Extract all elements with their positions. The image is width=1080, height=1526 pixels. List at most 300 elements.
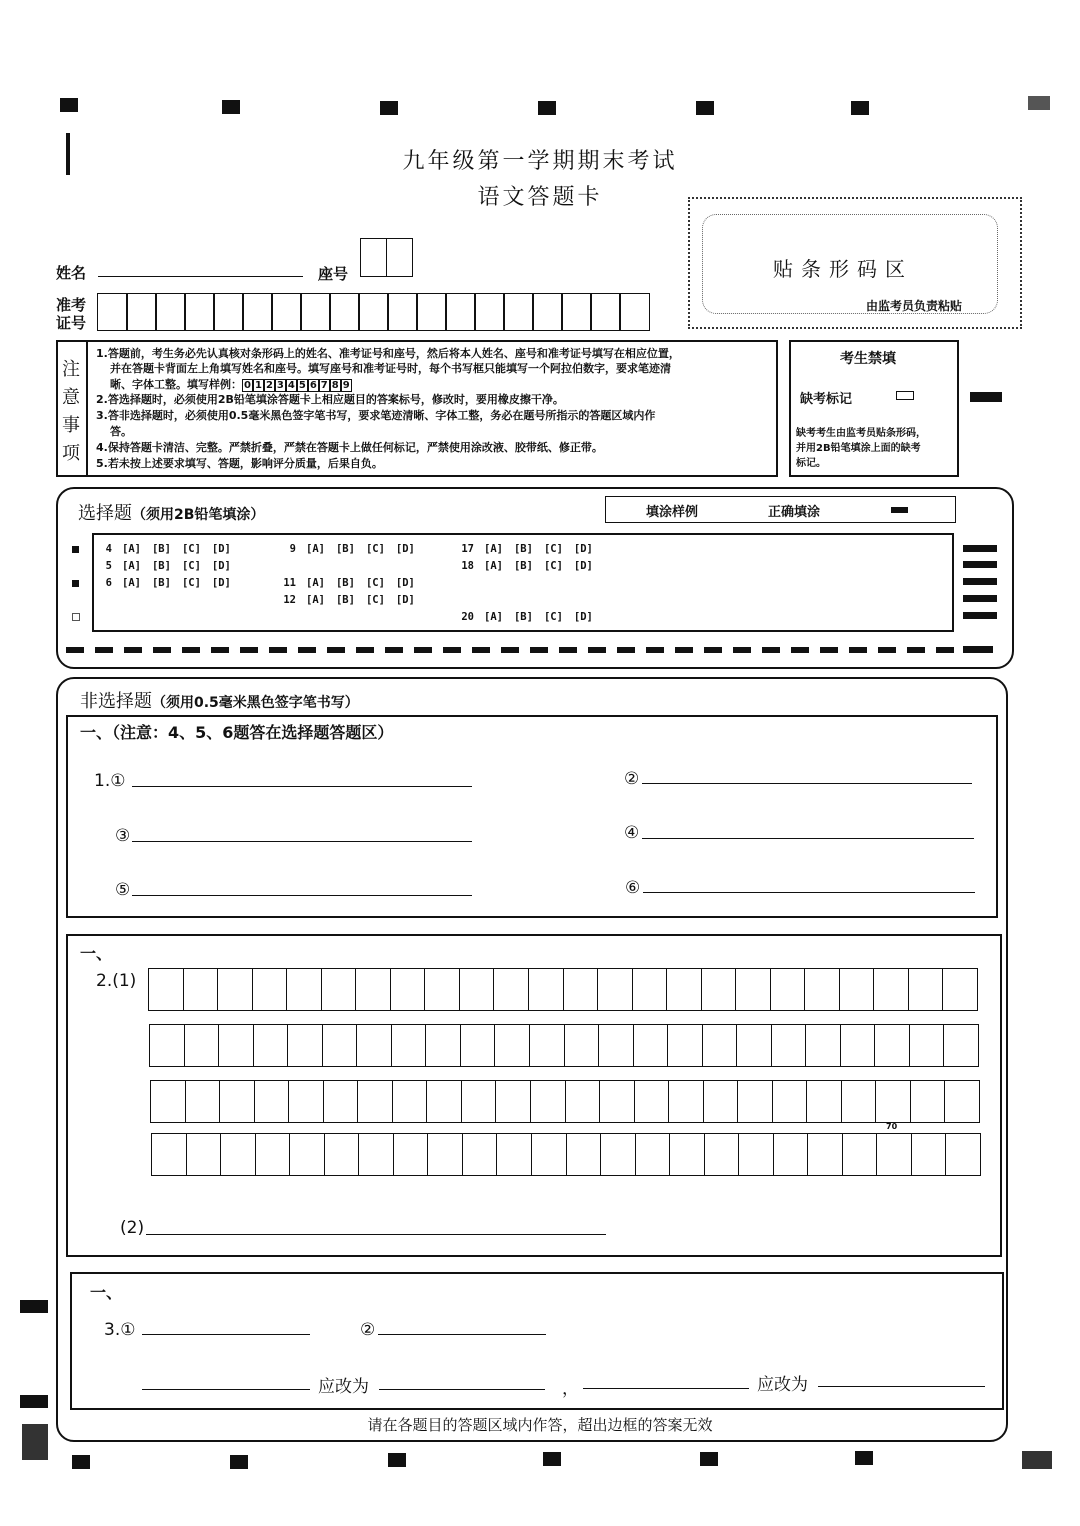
choice-option[interactable]: [B] — [513, 560, 533, 572]
writing-cell[interactable] — [323, 1025, 358, 1067]
writing-cell[interactable] — [944, 1025, 979, 1067]
choice-option[interactable]: [A] — [484, 611, 503, 623]
registration-mark — [855, 1451, 873, 1465]
writing-cell[interactable] — [910, 1025, 945, 1067]
absent-note: 缺考考生由监考员贴条形码， 并用2B铅笔填涂上面的缺考 标记。 — [796, 428, 926, 469]
choice-question — [452, 560, 604, 572]
notice-line-2: 并在答题卡背面左上角填写姓名和座号。填写座号和准考证号时，每个书写框只能填写一个阿拉伯数字，要求笔迹清 — [110, 362, 671, 375]
choice-option[interactable]: [C] — [181, 543, 201, 555]
registration-mark — [22, 1424, 48, 1460]
writing-cell[interactable] — [567, 1134, 602, 1176]
q2-1-label: 2.(1) — [96, 971, 137, 991]
q1-6-label: ⑥ — [625, 878, 641, 898]
name-label: 姓名 — [56, 264, 87, 282]
writing-cell[interactable] — [149, 969, 184, 1011]
q3-2-answer[interactable] — [378, 1334, 546, 1335]
barcode-label: 贴条形码区 — [773, 257, 913, 281]
writing-cell[interactable] — [185, 1025, 220, 1067]
registration-mark — [1022, 1451, 1052, 1469]
choice-option[interactable]: [C] — [543, 543, 563, 555]
barcode-note: 由监考员负责粘贴 — [866, 299, 963, 313]
timing-dash — [472, 647, 490, 653]
id-digit-box[interactable] — [387, 293, 418, 331]
proctor-title: 考生禁填 — [840, 351, 896, 367]
choice-option[interactable]: [D] — [573, 543, 593, 555]
row-mark — [72, 546, 79, 553]
writing-cell[interactable] — [702, 969, 737, 1011]
sample-digit: 5 — [298, 379, 306, 391]
writing-cell[interactable] — [426, 1025, 461, 1067]
writing-cell[interactable] — [255, 1081, 290, 1123]
timing-dash — [820, 647, 838, 653]
writing-cell[interactable] — [909, 969, 944, 1011]
seat-field[interactable] — [360, 238, 411, 277]
writing-cell[interactable] — [256, 1134, 291, 1176]
writing-cell[interactable] — [325, 1134, 360, 1176]
q2-count-mark: 70 — [886, 1122, 898, 1131]
timing-dash — [646, 647, 664, 653]
writing-cell[interactable] — [460, 969, 495, 1011]
writing-cell[interactable] — [392, 1025, 427, 1067]
q1-1-label: 1.① — [94, 771, 126, 791]
correct-fill-sample — [891, 507, 908, 513]
choice-number: 4 — [105, 543, 112, 555]
choice-option[interactable]: [D] — [211, 577, 231, 589]
choice-option[interactable]: [D] — [395, 577, 415, 589]
footer-note: 请在各题目的答题区域内作答，超出边框的答案无效 — [367, 1416, 713, 1434]
writing-cell[interactable] — [669, 1081, 704, 1123]
timing-dash — [878, 647, 896, 653]
choice-number: 9 — [289, 543, 296, 555]
q2-2-answer[interactable] — [146, 1234, 606, 1235]
writing-cell[interactable] — [322, 969, 357, 1011]
writing-cell[interactable] — [220, 1081, 255, 1123]
timing-dash — [907, 647, 925, 653]
choice-number: 18 — [461, 560, 474, 572]
writing-cell[interactable] — [704, 1081, 739, 1123]
registration-mark — [230, 1455, 248, 1469]
timing-dash — [95, 647, 113, 653]
timing-dash — [936, 647, 954, 653]
q1-3-answer[interactable] — [132, 841, 472, 842]
id-digit-box[interactable] — [97, 293, 128, 331]
writing-cell[interactable] — [946, 1134, 981, 1176]
id-digit-box[interactable] — [329, 293, 360, 331]
choice-number: 6 — [105, 577, 112, 589]
writing-cell[interactable] — [358, 1081, 393, 1123]
timing-mark — [963, 646, 993, 653]
id-digit-box[interactable] — [445, 293, 476, 331]
writing-cell[interactable] — [667, 969, 702, 1011]
writing-cell[interactable] — [253, 969, 288, 1011]
timing-dash — [66, 647, 84, 653]
id-digit-box[interactable] — [300, 293, 331, 331]
sample-digit: 6 — [309, 379, 317, 391]
id-digit-box[interactable] — [155, 293, 186, 331]
writing-cell[interactable] — [254, 1025, 289, 1067]
row-mark — [72, 613, 80, 621]
writing-cell[interactable] — [841, 1025, 876, 1067]
timing-dash — [153, 647, 171, 653]
id-digit-box[interactable] — [213, 293, 244, 331]
timing-mark — [963, 612, 997, 619]
choice-option[interactable]: [B] — [513, 543, 533, 555]
choice-question — [90, 577, 242, 589]
writing-cell[interactable] — [150, 1025, 185, 1067]
id-digit-box[interactable] — [503, 293, 534, 331]
notice-line-4: 2.答选择题时，必须使用2B铅笔填涂答题卡上相应题目的答案标号，修改时，要用橡皮擦干净。 — [96, 393, 564, 406]
q3-change-label-2: 应改为 — [757, 1375, 808, 1395]
writing-cell[interactable] — [357, 1025, 392, 1067]
choice-option[interactable]: [A] — [122, 543, 141, 555]
timing-dash — [356, 647, 374, 653]
registration-mark — [388, 1453, 406, 1467]
choice-option[interactable]: [C] — [181, 560, 201, 572]
choice-option[interactable]: [D] — [211, 543, 231, 555]
writing-cell[interactable] — [221, 1134, 256, 1176]
q3-wrong-1[interactable] — [142, 1389, 310, 1390]
choice-option[interactable]: [A] — [306, 543, 325, 555]
sample-digit: 7 — [320, 379, 328, 391]
registration-mark — [851, 101, 869, 115]
seat-label: 座号 — [318, 265, 349, 283]
writing-cell[interactable] — [635, 1081, 670, 1123]
id-digit-box[interactable] — [358, 293, 389, 331]
id-digit-box[interactable] — [619, 293, 650, 331]
writing-cell[interactable] — [184, 969, 219, 1011]
choice-option[interactable]: [B] — [335, 577, 355, 589]
timing-mark — [963, 578, 997, 585]
choice-question — [274, 577, 426, 589]
notice-line-5: 3.答非选择题时，必须使用0.5毫米黑色签字笔书写，要求笔迹清晰、字体工整，务必在题号所指示的答题区域内作 — [96, 409, 656, 422]
notice-line-6: 答。 — [110, 425, 132, 438]
writing-cell[interactable] — [805, 969, 840, 1011]
name-field[interactable] — [98, 276, 303, 277]
q2-2-label: (2) — [120, 1218, 145, 1238]
writing-cell[interactable] — [599, 1025, 634, 1067]
writing-cell[interactable] — [532, 1134, 567, 1176]
writing-cell[interactable] — [772, 1025, 807, 1067]
choice-question — [90, 560, 242, 572]
writing-cell[interactable] — [186, 1081, 221, 1123]
writing-cell[interactable] — [151, 1081, 186, 1123]
choice-option[interactable]: [A] — [122, 577, 141, 589]
choice-number: 5 — [105, 560, 112, 572]
writing-cell[interactable] — [565, 1025, 600, 1067]
writing-cell[interactable] — [771, 969, 806, 1011]
q2-heading: 一、 — [80, 944, 113, 963]
q2-writing-grid-row-3[interactable] — [150, 1080, 980, 1123]
id-digit-box[interactable] — [271, 293, 302, 331]
registration-mark — [538, 101, 556, 115]
choice-option[interactable]: [C] — [543, 611, 563, 623]
registration-mark — [1028, 96, 1050, 110]
choice-option[interactable]: [D] — [573, 611, 593, 623]
writing-cell[interactable] — [356, 969, 391, 1011]
writing-cell[interactable] — [391, 969, 426, 1011]
writing-cell[interactable] — [842, 1081, 877, 1123]
writing-cell[interactable] — [566, 1081, 601, 1123]
writing-cell[interactable] — [876, 1081, 911, 1123]
writing-cell[interactable] — [529, 969, 564, 1011]
registration-mark — [700, 1452, 718, 1466]
notices-heading-divider — [86, 340, 88, 477]
choice-question — [90, 543, 242, 555]
sample-digit: 4 — [287, 379, 295, 391]
writing-cell[interactable] — [912, 1134, 947, 1176]
writing-cell[interactable] — [462, 1081, 497, 1123]
choice-number: 12 — [283, 594, 296, 606]
timing-dash — [791, 647, 809, 653]
writing-cell[interactable] — [152, 1134, 187, 1176]
writing-cell[interactable] — [288, 1025, 323, 1067]
sample-digit: 3 — [276, 379, 284, 391]
timing-dash — [588, 647, 606, 653]
writing-cell[interactable] — [945, 1081, 980, 1123]
q3-heading: 一、 — [90, 1283, 123, 1302]
nonchoice-title: 非选择题（须用0.5毫米黑色签字笔书写） — [80, 691, 359, 712]
q1-5-label: ⑤ — [115, 880, 131, 900]
writing-cell[interactable] — [495, 1025, 530, 1067]
timing-dash — [385, 647, 403, 653]
choice-option[interactable]: [B] — [151, 577, 171, 589]
timing-dash — [559, 647, 577, 653]
choice-option[interactable]: [D] — [573, 560, 593, 572]
timing-dash — [704, 647, 722, 653]
registration-mark — [543, 1452, 561, 1466]
writing-cell[interactable] — [703, 1025, 738, 1067]
writing-cell[interactable] — [428, 1134, 463, 1176]
writing-cell[interactable] — [636, 1134, 671, 1176]
writing-cell[interactable] — [496, 1081, 531, 1123]
writing-cell[interactable] — [290, 1134, 325, 1176]
absent-checkbox[interactable] — [896, 391, 914, 400]
writing-cell[interactable] — [806, 1025, 841, 1067]
id-digit-box[interactable] — [532, 293, 563, 331]
timing-dash — [211, 647, 229, 653]
q1-4-label: ④ — [624, 823, 640, 843]
registration-mark — [222, 100, 240, 114]
sample-digit: 9 — [342, 379, 350, 391]
writing-cell[interactable] — [394, 1134, 429, 1176]
writing-cell[interactable] — [531, 1081, 566, 1123]
choice-option[interactable]: [C] — [365, 543, 385, 555]
writing-cell[interactable] — [633, 969, 668, 1011]
timing-dash — [182, 647, 200, 653]
writing-cell[interactable] — [668, 1025, 703, 1067]
sample-digit: 2 — [265, 379, 273, 391]
writing-cell[interactable] — [737, 1025, 772, 1067]
correct-fill-label: 正确填涂 — [768, 505, 821, 520]
exam-title: 九年级第一学期期末考试 — [402, 149, 678, 174]
row-mark — [72, 580, 79, 587]
timing-dash — [849, 647, 867, 653]
choice-question — [452, 611, 604, 623]
id-label: 准考 证号 — [56, 296, 87, 332]
writing-cell[interactable] — [427, 1081, 462, 1123]
timing-dash — [675, 647, 693, 653]
writing-cell[interactable] — [461, 1025, 496, 1067]
id-digit-box[interactable] — [242, 293, 273, 331]
registration-mark — [20, 1300, 48, 1313]
choice-question — [274, 594, 426, 606]
choice-question — [452, 543, 604, 555]
q3-2-label: ② — [360, 1320, 376, 1340]
timing-dash — [501, 647, 519, 653]
id-digit-box[interactable] — [184, 293, 215, 331]
registration-mark — [696, 101, 714, 115]
timing-dash — [617, 647, 635, 653]
writing-cell[interactable] — [943, 969, 978, 1011]
id-digit-box[interactable] — [561, 293, 592, 331]
writing-cell[interactable] — [670, 1134, 705, 1176]
timing-dash — [269, 647, 287, 653]
q1-5-answer[interactable] — [132, 895, 472, 896]
writing-cell[interactable] — [736, 969, 771, 1011]
writing-cell[interactable] — [324, 1081, 359, 1123]
writing-cell[interactable] — [564, 969, 599, 1011]
timing-dash — [530, 647, 548, 653]
q1-box — [66, 715, 998, 918]
notices-heading: 注 意 事 项 — [62, 359, 80, 464]
q3-1-answer[interactable] — [142, 1334, 310, 1335]
sample-digit: 8 — [331, 379, 339, 391]
writing-cell[interactable] — [425, 969, 460, 1011]
timing-mark — [963, 561, 997, 568]
writing-cell[interactable] — [601, 1134, 636, 1176]
id-digit-box[interactable] — [590, 293, 621, 331]
notice-line-3: 晰、字体工整。填写样例： 0 1 2 3 4 5 6 7 8 9 — [110, 378, 350, 391]
registration-mark — [72, 1455, 90, 1469]
sample-digit: 1 — [254, 379, 262, 391]
q2-writing-grid-row-4[interactable] — [151, 1133, 981, 1176]
writing-cell[interactable] — [494, 969, 529, 1011]
q3-correct-1[interactable] — [379, 1389, 545, 1390]
writing-cell[interactable] — [218, 969, 253, 1011]
choice-question — [274, 543, 426, 555]
choice-option[interactable]: [B] — [335, 543, 355, 555]
exam-subtitle: 语文答题卡 — [477, 185, 603, 210]
choice-option[interactable]: [C] — [181, 577, 201, 589]
choice-option[interactable]: [B] — [513, 611, 533, 623]
timing-dash — [240, 647, 258, 653]
choice-option[interactable]: [A] — [122, 560, 141, 572]
choice-number: 17 — [461, 543, 474, 555]
q1-heading: 一、（注意：4、5、6题答在选择题答题区） — [80, 723, 394, 742]
notice-line-8: 5.若未按上述要求填写、答题，影响评分质量，后果自负。 — [96, 457, 383, 470]
choice-option[interactable]: [B] — [151, 560, 171, 572]
writing-cell[interactable] — [807, 1081, 842, 1123]
choice-number: 11 — [283, 577, 296, 589]
q3-comma: ， — [562, 1379, 579, 1399]
sample-digits — [242, 379, 352, 392]
writing-cell[interactable] — [840, 969, 875, 1011]
writing-cell[interactable] — [530, 1025, 565, 1067]
choice-option[interactable]: [B] — [151, 543, 171, 555]
q1-3-label: ③ — [115, 826, 131, 846]
choice-number: 20 — [461, 611, 474, 623]
timing-dash — [298, 647, 316, 653]
id-digit-box[interactable] — [126, 293, 157, 331]
id-number-field[interactable] — [97, 293, 648, 331]
choice-option[interactable]: [D] — [395, 594, 415, 606]
registration-mark — [20, 1395, 48, 1408]
q2-writing-grid-row-2[interactable] — [149, 1024, 979, 1067]
q3-change-label-1: 应改为 — [318, 1377, 369, 1397]
notice-line-1: 1.答题前，考生务必先认真核对条形码上的姓名、准考证号和座号，然后将本人姓名、座号和准考证号填写在相应位置， — [96, 347, 680, 360]
choice-option[interactable]: [A] — [306, 594, 325, 606]
q2-writing-grid-row-1[interactable] — [148, 968, 978, 1011]
writing-cell[interactable] — [359, 1134, 394, 1176]
choice-option[interactable]: [C] — [365, 594, 385, 606]
registration-mark — [970, 392, 1002, 402]
writing-cell[interactable] — [497, 1134, 532, 1176]
registration-mark — [60, 98, 78, 112]
q3-wrong-2[interactable] — [583, 1388, 749, 1389]
writing-cell[interactable] — [843, 1134, 878, 1176]
timing-dash — [414, 647, 432, 653]
q1-1-answer[interactable] — [132, 786, 472, 787]
timing-mark — [963, 595, 997, 602]
writing-cell[interactable] — [808, 1134, 843, 1176]
timing-dash — [443, 647, 461, 653]
writing-cell[interactable] — [598, 969, 633, 1011]
writing-cell[interactable] — [287, 969, 322, 1011]
timing-dash — [124, 647, 142, 653]
writing-cell[interactable] — [219, 1025, 254, 1067]
q1-4-answer[interactable] — [642, 838, 974, 839]
writing-cell[interactable] — [911, 1081, 946, 1123]
writing-cell[interactable] — [875, 1025, 910, 1067]
writing-cell[interactable] — [705, 1134, 740, 1176]
writing-cell[interactable] — [393, 1081, 428, 1123]
writing-cell[interactable] — [738, 1081, 773, 1123]
timing-dash — [327, 647, 345, 653]
choice-option[interactable]: [A] — [484, 543, 503, 555]
writing-cell[interactable] — [739, 1134, 774, 1176]
writing-cell[interactable] — [187, 1134, 222, 1176]
writing-cell[interactable] — [774, 1134, 809, 1176]
notice-line-7: 4.保持答题卡清洁、完整。严禁折叠，严禁在答题卡上做任何标记，严禁使用涂改液、胶带纸、修正带。 — [96, 441, 603, 454]
timing-mark — [963, 545, 997, 552]
q3-correct-2[interactable] — [818, 1386, 985, 1387]
choice-option[interactable]: [B] — [335, 594, 355, 606]
writing-cell[interactable] — [463, 1134, 498, 1176]
choice-option[interactable]: [A] — [306, 577, 325, 589]
choice-option[interactable]: [C] — [543, 560, 563, 572]
writing-cell[interactable] — [877, 1134, 912, 1176]
id-digit-box[interactable] — [416, 293, 447, 331]
timing-dash — [733, 647, 751, 653]
choice-option[interactable]: [A] — [484, 560, 503, 572]
writing-cell[interactable] — [600, 1081, 635, 1123]
choice-option[interactable]: [D] — [211, 560, 231, 572]
fill-sample-label: 填涂样例 — [646, 505, 699, 520]
choice-option[interactable]: [C] — [365, 577, 385, 589]
writing-cell[interactable] — [874, 969, 909, 1011]
id-digit-box[interactable] — [474, 293, 505, 331]
q1-6-answer[interactable] — [643, 892, 975, 893]
registration-mark — [380, 101, 398, 115]
writing-cell[interactable] — [289, 1081, 324, 1123]
choice-title: 选择题（须用2B铅笔填涂） — [78, 503, 265, 524]
q1-2-answer[interactable] — [642, 783, 972, 784]
q3-1-label: 3.① — [104, 1320, 136, 1340]
writing-cell[interactable] — [773, 1081, 808, 1123]
choice-option[interactable]: [D] — [395, 543, 415, 555]
sample-digit: 0 — [244, 379, 251, 391]
writing-cell[interactable] — [634, 1025, 669, 1067]
